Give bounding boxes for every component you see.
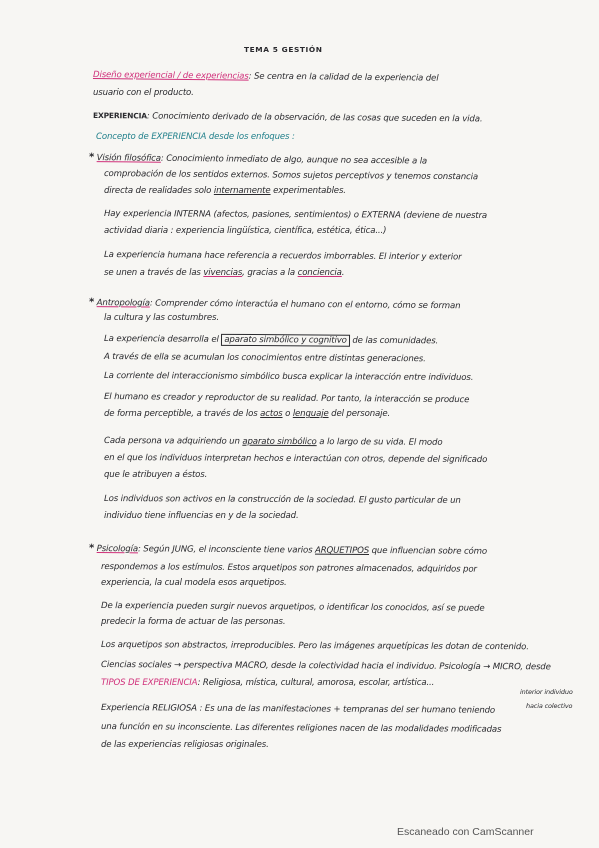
vivencias-word: vivencias bbox=[203, 268, 243, 278]
vision-line-4: Hay experiencia INTERNA (afectos, pasiones, sentimientos) o EXTERNA (deviene de nuestra bbox=[103, 209, 488, 222]
vision-line-6: La experiencia humana hace referencia a recuerdos imborrables. El interior y exterior bbox=[103, 250, 462, 263]
psico-line-11: de las experiencias religiosas originales. bbox=[101, 740, 269, 750]
antro-line-8a: Cada persona va adquiriendo un bbox=[103, 436, 240, 447]
vision-line-7 bbox=[104, 268, 344, 279]
aparato-simbolico-word: aparato simbólico bbox=[242, 436, 317, 448]
antro-line-3 bbox=[104, 334, 438, 347]
antro-heading: Antropología bbox=[96, 298, 150, 309]
internamente-word: internamente bbox=[213, 186, 271, 196]
intro-line-2: usuario con el producto. bbox=[93, 88, 194, 98]
vision-line-1 bbox=[89, 152, 427, 168]
antro-line-8c: a lo largo de su vida. El modo bbox=[319, 437, 443, 448]
psico-line-9: Experiencia RELIGIOSA : Es una de las manifestaciones + tempranas del ser humano teniendo bbox=[100, 703, 496, 716]
aparato-simbolico-box: aparato simbólico y cognitivo bbox=[221, 334, 350, 347]
antro-line-4: A través de ella se acumulan los conocimientos entre distintas generaciones. bbox=[103, 352, 426, 365]
intro-line-1 bbox=[93, 70, 439, 85]
antro-line-12: individuo tiene influencias en y de la sociedad. bbox=[104, 511, 299, 521]
vision-line-7e: . bbox=[341, 268, 345, 278]
conciencia-word: conciencia bbox=[297, 268, 342, 278]
psico-line-4: De la experiencia pueden surgir nuevos arquetipos, o identificar los conocidos, así se puede bbox=[100, 601, 485, 614]
antro-line-3c: de las comunidades. bbox=[352, 335, 439, 347]
experiencia-label: EXPERIENCIA bbox=[92, 111, 147, 121]
vision-line-7a: se unen a través de las bbox=[104, 268, 201, 278]
antro-line-7e: del personaje. bbox=[331, 409, 391, 419]
antro-line-3a: La experiencia desarrolla el bbox=[103, 334, 219, 345]
actos-word: actos bbox=[260, 409, 283, 419]
experiencia-definition bbox=[93, 110, 483, 125]
antro-line-2: la cultura y las costumbres. bbox=[104, 313, 219, 323]
antro-line-5: La corriente del interaccionismo simbólico busca explicar la interacción entre individuos. bbox=[103, 371, 474, 383]
psico-line-3: experiencia, la cual modela esos arquetipos. bbox=[101, 578, 287, 588]
vision-line-3a: directa de realidades solo bbox=[104, 186, 212, 196]
tipos-experiencia-label: TIPOS DE EXPERIENCIA bbox=[101, 678, 198, 688]
psico-line-1 bbox=[89, 543, 487, 558]
psico-line-8-text: : Religiosa, mística, cultural, amorosa, escolar, artística... bbox=[197, 678, 435, 688]
antro-line-10: que le atribuyen a éstos. bbox=[104, 470, 208, 480]
antro-line-7c: o bbox=[285, 409, 291, 419]
camscanner-footer: Escaneado con CamScanner bbox=[397, 826, 534, 838]
antro-line-7 bbox=[104, 409, 390, 420]
vision-line-3 bbox=[104, 186, 346, 197]
bullet-star: * bbox=[88, 543, 95, 555]
psico-side-note-1: interior individuo bbox=[520, 688, 573, 696]
antro-line-11: Los individuos son activos en la construcción de la sociedad. El gusto particular de un bbox=[103, 494, 461, 506]
antro-line-9: en el que los individuos interpretan hechos e interactúan con otros, depende del significado bbox=[103, 453, 488, 466]
psico-line-6: Los arquetipos son abstractos, irreproducibles. Pero las imágenes arquetípicas les dotan de contenido. bbox=[100, 640, 529, 653]
vision-heading: Visión filosófica bbox=[96, 153, 161, 164]
antro-line-1-text: : Comprender cómo interactúa el humano con el entorno, cómo se forman bbox=[149, 298, 461, 312]
psico-side-note-2: hacia colectivo bbox=[526, 702, 573, 710]
bullet-star: * bbox=[88, 297, 95, 309]
vision-line-2: comprobación de los sentidos externos. Somos sujetos perceptivos y tenemos constancia bbox=[103, 169, 479, 183]
antro-line-1 bbox=[89, 297, 460, 312]
psico-line-1c: que influencian sobre cómo bbox=[371, 545, 488, 557]
psico-line-1a: : Según JUNG, el inconsciente tiene varios bbox=[137, 544, 313, 556]
bullet-star: * bbox=[88, 152, 95, 164]
page-title: TEMA 5 GESTIÓN bbox=[244, 45, 323, 54]
antro-line-6: El humano es creador y reproductor de su realidad. Por tanto, la interacción se produce bbox=[103, 392, 470, 406]
psico-heading: Psicología bbox=[96, 544, 139, 555]
experiencia-definition-text: : Conocimiento derivado de la observación, de las cosas que suceden en la vida. bbox=[146, 111, 483, 125]
antro-line-7a: de forma perceptible, a través de los bbox=[104, 409, 258, 419]
intro-heading: Diseño experiencial / de experiencias bbox=[92, 70, 249, 82]
psico-line-5: predecir la forma de actuar de las personas. bbox=[101, 617, 286, 627]
arquetipos-word: ARQUETIPOS bbox=[314, 545, 370, 556]
antro-line-8 bbox=[104, 436, 443, 449]
vision-line-3c: experimentables. bbox=[273, 186, 346, 196]
lenguaje-word: lenguaje bbox=[292, 409, 329, 419]
vision-line-5: actividad diaria : experiencia lingüística, científica, estética, ética...) bbox=[104, 226, 387, 236]
vision-line-7c: , gracias a la bbox=[242, 268, 296, 278]
vision-line-1-text: : Conocimiento inmediato de algo, aunque no sea accesible a la bbox=[160, 153, 428, 167]
psico-line-8 bbox=[101, 678, 434, 689]
intro-line-1-text: : Se centra en la calidad de la experiencia del bbox=[248, 71, 439, 84]
concept-heading: Concepto de EXPERIENCIA desde los enfoques : bbox=[96, 132, 295, 142]
psico-line-2: respondemos a los estímulos. Estos arquetipos son patrones almacenados, adquiridos por bbox=[100, 562, 477, 575]
psico-line-10: una función en su inconsciente. Las diferentes religiones nacen de las modalidades modificadas bbox=[100, 722, 502, 735]
psico-line-7: Ciencias sociales → perspectiva MACRO, desde la colectividad hacia el individuo. Psicología → MICRO, desde bbox=[100, 660, 551, 673]
